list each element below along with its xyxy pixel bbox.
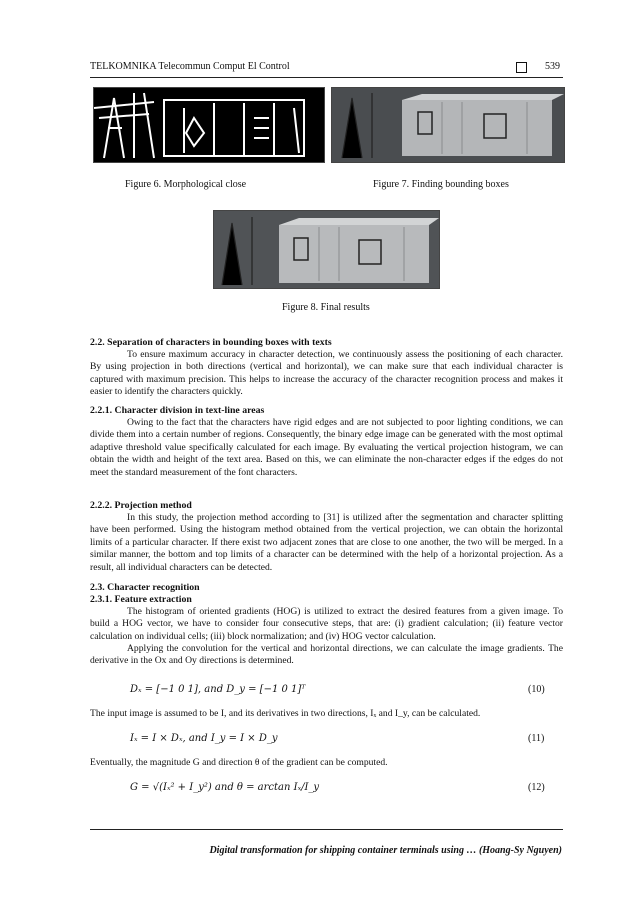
section-2-3-1-paragraph-2: Applying the convolution for the vertical and horizontal directions, we can calculate the image gradients. The derivative in the Ox and Oy directions is determined. — [90, 643, 563, 667]
section-2-3-title: 2.3. Character recognition — [90, 582, 200, 593]
figure-7-image — [331, 87, 565, 163]
equation-11: Iₓ = I × Dₓ, and I_y = I × D_y — [130, 733, 278, 744]
page-number: 539 — [545, 61, 560, 72]
section-2-2-paragraph: To ensure maximum accuracy in character detection, we continuously assess the positioning of each character. By using projection in both directions (vertical and horizontal), we can make sure that each individual character is captured with maximum precision. This helps to increase the accuracy of the character recognition process and makes it easier to identify the characters quickly. — [90, 349, 563, 398]
figure-7-caption: Figure 7. Finding bounding boxes — [373, 179, 509, 190]
after-equation-11-text: Eventually, the magnitude G and direction θ of the gradient can be computed. — [90, 757, 388, 768]
figure-8-caption: Figure 8. Final results — [282, 302, 370, 313]
section-2-2-2-paragraph: In this study, the projection method according to [31] is utilized after the segmentation and character splitting have been performed. Using the histogram method obtained from the vertical projection, we can obtain the horizontal limits of a particular character. If there exist two adjacent zones that are close to one another, the two will be merged. In a similar manner, the bottom and top limits of a character can be determined with the help of a horizontal projection. As a result, all individual characters can be detected. — [90, 512, 563, 573]
header-rule — [90, 77, 563, 78]
section-2-2-1-title: 2.2.1. Character division in text-line areas — [90, 405, 265, 416]
figure-6-caption: Figure 6. Morphological close — [125, 179, 247, 190]
equation-10-number: (10) — [528, 684, 545, 695]
after-equation-10-text: The input image is assumed to be I, and its derivatives in two directions, Iₓ and I_y, can be calculated. — [90, 708, 481, 719]
journal-title: TELKOMNIKA Telecommun Comput El Control — [90, 61, 290, 72]
equation-12: G = √(Iₓ² + I_y²) and θ = arctan Iₓ/I_y — [130, 782, 320, 793]
figure-6-image — [93, 87, 325, 163]
equation-10: Dₓ = [−1 0 1], and D_y = [−1 0 1]ᵀ — [130, 684, 306, 695]
section-2-3-1-title: 2.3.1. Feature extraction — [90, 594, 192, 605]
figure-8-image — [213, 210, 440, 289]
section-2-2-title: 2.2. Separation of characters in bounding boxes with texts — [90, 337, 332, 348]
footer-text: Digital transformation for shipping container terminals using … (Hoang-Sy Nguyen) — [209, 845, 562, 856]
equation-12-number: (12) — [528, 782, 545, 793]
checkbox-icon — [516, 62, 527, 73]
footer-rule — [90, 829, 563, 830]
equation-11-number: (11) — [528, 733, 545, 744]
section-2-3-1-paragraph-1: The histogram of oriented gradients (HOG) is utilized to extract the desired features from a given image. To build a HOG vector, we have to consider four consecutive steps, that are: (i) gradient calculation; (ii) feature vector calculation on individual cells; (iii) block normalization; and (iv) HOG vector calculation. — [90, 606, 563, 642]
section-2-2-2-title: 2.2.2. Projection method — [90, 500, 192, 511]
section-2-2-1-paragraph: Owing to the fact that the characters have rigid edges and are not subjected to poor lighting conditions, we can divide them into a certain number of regions. Consequently, the binary edge image can be generated with the most optimal adaptive threshold value specifically calculated for each image. By evaluating the vertical projection histogram, we can obtain the width and height of the text area. Based on this, we can eliminate the non-character edges if the edges do not meet the standard measurement of the font characters. — [90, 417, 563, 478]
